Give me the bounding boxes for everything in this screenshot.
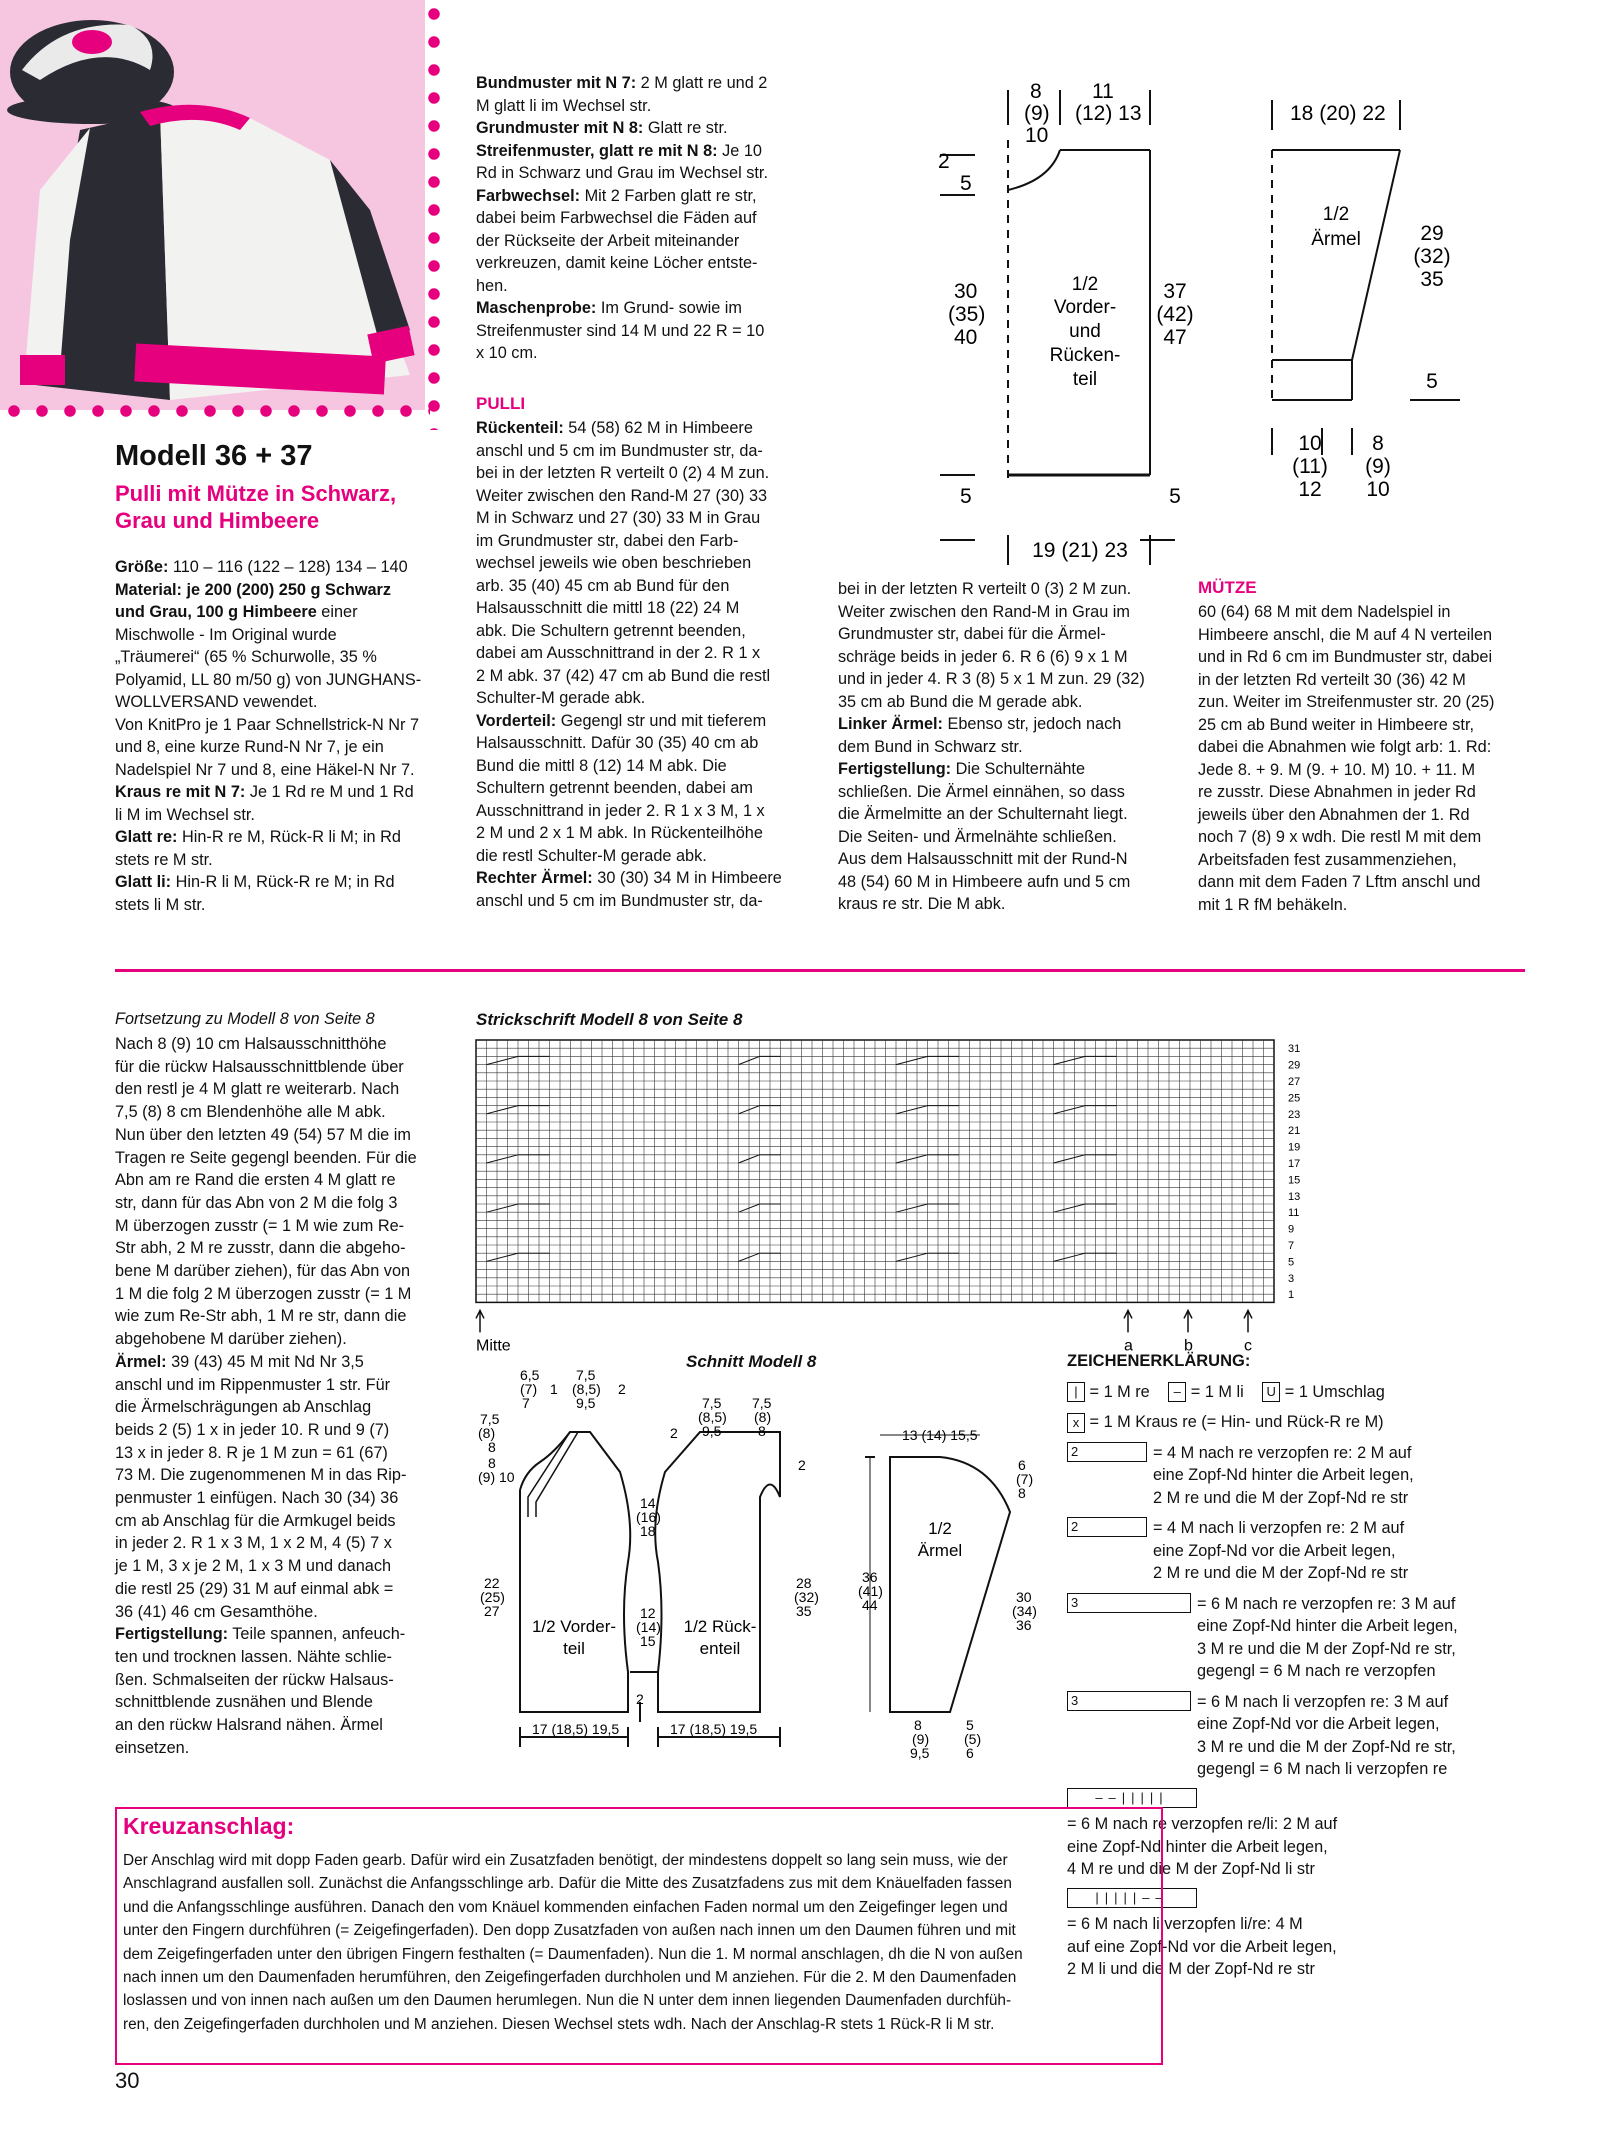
s1-top1-0: 8: [1030, 80, 1042, 103]
text-line: Material: je 200 (200) 250 g Schwarz: [115, 580, 392, 599]
text-line: 35 cm ab Bund die M gerade abk.: [838, 692, 1083, 711]
text-line: stets re M str.: [115, 850, 213, 869]
text-line: Rechter Ärmel: 30 (30) 34 M in Himbeere: [476, 869, 782, 887]
chart-row-label: 9: [1288, 1223, 1295, 1236]
sch-front-0: 1/2 Vorder-: [531, 1617, 617, 1636]
knit-stitch-icon: |: [1067, 1382, 1085, 1402]
s2-center-1: Ärmel: [1311, 229, 1361, 250]
chart-row-label: 23: [1288, 1108, 1301, 1121]
text-line: Fertigstellung: Teile spannen, anfeuch-: [115, 1625, 406, 1644]
chart-row-label: 21: [1288, 1125, 1301, 1138]
chart-row-label: 11: [1288, 1207, 1300, 1220]
text-line: einsetzen.: [115, 1738, 190, 1757]
legend-item-4: = 1 M Kraus re (= Hin- und Rück-R re M): [1089, 1413, 1384, 1431]
text-line: penmuster 1 einfügen. Nach 30 (34) 36: [115, 1489, 399, 1508]
text-line: die restl 25 (29) 31 M auf einmal abk =: [115, 1579, 394, 1598]
text-line: Glatt re: Hin-R re M, Rück-R li M; in Rd: [115, 828, 401, 846]
chart-row-label: 27: [1288, 1076, 1301, 1088]
chart-row-label: 31: [1288, 1043, 1301, 1056]
text-line: dabei die Abnahmen wie folgt arb: 1. Rd:: [1198, 738, 1492, 756]
chart-arrow-label: a: [1124, 1337, 1133, 1355]
text-line: Grundmuster str, dabei für die Ärmel-: [838, 625, 1106, 643]
text-line: 48 (54) 60 M in Himbeere aufn und 5 cm: [838, 872, 1131, 891]
column-2a: [476, 72, 798, 365]
text-line: jeweils über den Abnahmen der 1. Rd: [1198, 805, 1470, 824]
text-line: 73 M. Die zugenommenen M in das Rip-: [115, 1466, 407, 1485]
text-line: und Grau, 100 g Himbeere einer: [115, 603, 358, 621]
sch-75c-1: (8,5): [698, 1409, 727, 1425]
text-line: li M im Wechsel str.: [115, 805, 255, 824]
cable-4-right-icon: 2: [1067, 1442, 1147, 1462]
chart-arrow-label: b: [1184, 1337, 1193, 1355]
sch-65-2: 7: [522, 1395, 530, 1411]
text-line: Streifenmuster sind 14 M und 22 R = 10: [476, 321, 765, 340]
text-line: str, dann für das Abn von 2 M die folg 3: [115, 1193, 398, 1212]
legend-item-2: = 1 M li: [1190, 1382, 1244, 1401]
sch-12-0: 12: [640, 1605, 656, 1621]
text-line: verkreuzen, damit keine Löcher entste-: [476, 254, 758, 272]
text-line: Rückenteil: 54 (58) 62 M in Himbeere: [476, 419, 753, 437]
sch-75d-2: 8: [758, 1423, 766, 1439]
sch-22-2: 27: [484, 1603, 500, 1619]
column-1: [115, 556, 435, 916]
s2-right-0: 29: [1420, 222, 1444, 245]
text-line: mit 1 R fM behäkeln.: [1198, 895, 1348, 914]
text-line: dabei beim Farbwechsel die Fäden auf: [476, 209, 757, 227]
sch-back-0: 1/2 Rück-: [683, 1617, 757, 1636]
text-line: Mischwolle - Im Original wurde: [115, 625, 337, 644]
kreuzanschlag-box: [115, 1807, 1163, 2065]
sch-8b-0: 8: [914, 1717, 922, 1733]
text-line: und in Rd 6 cm im Bundmuster str, dabei: [1198, 648, 1493, 666]
sch-2d: 2: [636, 1691, 644, 1707]
text-line: stets li M str.: [115, 895, 206, 914]
sch-36-1: (41): [858, 1583, 883, 1599]
sch-12-1: (14): [636, 1619, 661, 1635]
legend-item-7: = 6 M nach re verzopfen re: 3 M auf eine Zopf-Nd hinter die Arbeit legen, 3 M re und die M der Zopf-Nd re str, gegengl = 6 M nach re verzopfen: [1197, 1594, 1458, 1680]
s1-center-4: teil: [1072, 369, 1098, 390]
legend-item-6: = 4 M nach li verzopfen re: 2 M auf eine Zopf-Nd vor die Arbeit legen, 2 M re und die M der Zopf-Nd re str: [1153, 1519, 1409, 1582]
sch-75b-0: 7,5: [480, 1411, 500, 1427]
text-line: ßen. Schmalseiten der rückw Halsaus-: [115, 1670, 394, 1689]
text-line: 13 x in jeder 8. R je 1 M zun = 61 (67): [115, 1443, 388, 1462]
text-line: Str abh, 2 M re zusstr, dann die abgeho-: [115, 1239, 406, 1258]
text-line: wechsel jeweils wie oben beschrieben: [476, 554, 752, 572]
s1-right-mid-0: 37: [1163, 280, 1187, 303]
sch-36-2: 44: [862, 1597, 878, 1613]
text-line: Die Seiten- und Ärmelnähte schließen.: [838, 827, 1117, 846]
yarn-over-icon: U: [1262, 1382, 1280, 1402]
text-line: Rd in Schwarz und Grau im Wechsel str.: [476, 164, 768, 182]
sch-5-2: 6: [966, 1745, 974, 1761]
sch-1: 1: [550, 1381, 558, 1397]
sch-6-1: (7): [1016, 1471, 1034, 1487]
s1-left-mid-2: 40: [954, 326, 978, 349]
text-line: 25 cm ab Bund weiter in Himbeere str,: [1198, 715, 1475, 734]
text-line: die restl Schulter-M gerade abk.: [476, 846, 707, 865]
text-line: Nadelspiel Nr 7 und 8, eine Häkel-N Nr 7.: [115, 760, 415, 779]
legend-item-10: = 6 M nach li verzopfen li/re: 4 M auf eine Zopf-Nd vor die Arbeit legen, 2 M li und die M der Zopf-Nd re str: [1067, 1915, 1337, 1978]
column-2b: [476, 417, 798, 912]
text-line: anschl und im Rippenmuster 1 str. Für: [115, 1375, 391, 1394]
cable-4-left-icon: 2: [1067, 1517, 1147, 1537]
text-line: Vorderteil: Gegengl str und mit tieferem: [476, 711, 767, 730]
text-line: im Grundmuster str, dabei den Farb-: [476, 531, 739, 550]
s1-left-mid-0: 30: [954, 280, 978, 303]
sweater-image: [20, 105, 415, 400]
text-line: x 10 cm.: [476, 344, 538, 362]
sch-75c-0: 7,5: [702, 1395, 722, 1411]
sch-22-0: 22: [484, 1575, 500, 1591]
text-line: und 8, eine kurze Rund-N Nr 7, je ein: [115, 738, 384, 756]
text-line: dem Bund in Schwarz str.: [838, 737, 1023, 756]
section-divider: [115, 969, 1525, 972]
sch-36-0: 36: [862, 1569, 878, 1585]
s2-right-1: (32): [1413, 245, 1451, 268]
s2-top: 18 (20) 22: [1290, 102, 1386, 125]
legend-item-8: = 6 M nach li verzopfen re: 3 M auf eine Zopf-Nd vor die Arbeit legen, 3 M re und die M der Zopf-Nd re str, gegengl = 6 M nach li verzopfen re: [1197, 1692, 1456, 1778]
text-line: Streifenmuster, glatt re mit N 8: Je 10: [476, 141, 762, 160]
s1-center-2: und: [1069, 321, 1101, 342]
text-line: für die rückw Halsausschnittblende über: [115, 1057, 404, 1076]
sch-back-1: enteil: [699, 1639, 741, 1658]
s2-bottom2-0: 8: [1372, 432, 1384, 455]
sch-28-0: 28: [796, 1575, 812, 1591]
text-line: 2 M und 2 x 1 M abk. In Rückenteilhöhe: [476, 824, 763, 842]
chart-row-label: 25: [1288, 1092, 1301, 1105]
column-4: [1198, 601, 1520, 916]
text-line: arb. 35 (40) 45 cm ab Bund für den: [476, 576, 730, 595]
page-title: Modell 36 + 37: [115, 440, 313, 472]
legend-item-9: = 6 M nach re verzopfen re/li: 2 M auf eine Zopf-Nd hinter die Arbeit legen, 4 M re und die M der Zopf-Nd li str: [1067, 1815, 1338, 1878]
text-line: die Ärmelschrägungen ab Anschlag: [115, 1398, 372, 1417]
chart-row-label: 3: [1288, 1272, 1295, 1285]
schnitt-title: Schnitt Modell 8: [686, 1352, 817, 1371]
s1-left-top2: 5: [960, 172, 972, 195]
s1-left-mid-1: (35): [948, 303, 986, 326]
s1-center-0: 1/2: [1071, 274, 1099, 295]
sch-75b-2: 8: [488, 1439, 496, 1455]
sch-14-1: (16): [636, 1509, 661, 1525]
s1-left-top: 2: [938, 150, 950, 173]
sch-2c: 2: [798, 1457, 806, 1473]
sch-5-0: 5: [966, 1717, 974, 1733]
text-line: Schulter-M gerade abk.: [476, 689, 646, 707]
sch-8b-2: 9,5: [910, 1745, 930, 1761]
text-line: schnittblende zusnähen und Blende: [115, 1693, 373, 1712]
sch-75a-2: 9,5: [576, 1395, 596, 1411]
page-number: 30: [115, 2068, 140, 2093]
text-line: Ausschnittrand in jeder 2. R 1 x 3 M, 1 x: [476, 801, 765, 820]
text-line: dann mit dem Faden 7 Lftm anschl und: [1198, 873, 1481, 891]
s2-bottom2-1: (9): [1365, 455, 1391, 478]
schematic-sleeve: [1260, 90, 1490, 510]
text-line: beids 2 (5) 1 x in jeder 10. R und 9 (7): [115, 1420, 390, 1439]
text-line: Ärmel: 39 (43) 45 M mit Nd Nr 3,5: [115, 1352, 364, 1371]
text-line: M überzogen zusstr (= 1 M wie zum Re-: [115, 1216, 405, 1235]
text-line: an den rückw Halsrand nähen. Ärmel: [115, 1716, 383, 1735]
text-line: dabei am Ausschnittrand in der 2. R 1 x: [476, 644, 761, 662]
text-line: noch 7 (8) 9 x wdh. Die restl M mit dem: [1198, 828, 1482, 846]
sch-14-0: 14: [640, 1495, 656, 1511]
sch-17a: 17 (18,5) 19,5: [532, 1721, 620, 1737]
s2-bottom1-0: 10: [1298, 432, 1322, 455]
sch-front-1: teil: [563, 1639, 585, 1658]
continued-text: [115, 1033, 435, 1760]
sch-75b-1: (8): [478, 1425, 496, 1441]
dot-border-vertical: [427, 0, 441, 430]
sch-2a: 2: [618, 1381, 626, 1397]
chart-title: Strickschrift Modell 8 von Seite 8: [476, 1010, 743, 1029]
text-line: bei in der letzten R verteilt 0 (3) 2 M zun.: [838, 580, 1132, 598]
text-line: 7,5 (8) 8 cm Blendenhöhe alle M abk.: [115, 1103, 386, 1122]
text-line: Maschenprobe: Im Grund- sowie im: [476, 299, 742, 317]
text-line: kraus re str. Die M abk.: [838, 895, 1006, 913]
text-line: Halsausschnitt die mittl 18 (22) 24 M: [476, 599, 740, 617]
text-line: hen.: [476, 276, 508, 295]
sch-65-1: (7): [520, 1381, 538, 1397]
text-line: Arbeitsfaden fest zusammenziehen,: [1198, 850, 1457, 869]
text-line: WOLLVERSAND vewendet.: [115, 693, 318, 711]
sch-8-0: 8: [488, 1455, 496, 1471]
sch-14-2: 18: [640, 1523, 656, 1539]
s1-top1-2: 10: [1025, 124, 1049, 147]
chart-row-label: 19: [1288, 1141, 1301, 1154]
text-line: 60 (64) 68 M mit dem Nadelspiel in: [1198, 603, 1451, 621]
text-line: in jeder 2. R 1 x 3 M, 1 x 2 M, 4 (5) 7 x: [115, 1534, 392, 1553]
chart-row-label: 15: [1288, 1174, 1301, 1187]
text-line: M in Schwarz und 27 (30) 33 M in Grau: [476, 509, 761, 527]
text-line: Abn am re Rand die ersten 4 M glatt re: [115, 1171, 396, 1190]
text-line: und in jeder 4. R 3 (8) 5 x 1 M zun. 29 (32): [838, 670, 1145, 688]
chart-row-label: 1: [1288, 1289, 1295, 1302]
text-line: Nun über den letzten 49 (54) 57 M die im: [115, 1125, 411, 1144]
sch-75d-1: (8): [754, 1409, 772, 1425]
chart-row-label: 7: [1288, 1240, 1295, 1252]
garter-stitch-icon: x: [1067, 1413, 1085, 1433]
cable-6-right-icon: 3: [1067, 1593, 1191, 1613]
s1-top1-1: (9): [1024, 102, 1050, 125]
purl-stitch-icon: –: [1168, 1382, 1186, 1402]
text-line: schließen. Die Ärmel einnähen, so dass: [838, 782, 1125, 801]
text-line: je 1 M, 3 x je 2 M, 1 x 3 M und danach: [115, 1557, 392, 1576]
cable-6-left-purl-icon: |||||––: [1067, 1888, 1197, 1908]
text-line: Größe: 110 – 116 (122 – 128) 134 – 140: [115, 558, 408, 576]
text-line: Schultern getrennt beenden, dabei am: [476, 779, 753, 797]
text-line: Weiter zwischen den Rand-M in Grau im: [838, 602, 1130, 621]
sch-sleeve-1: Ärmel: [917, 1541, 963, 1560]
sch-30-0: 30: [1016, 1589, 1032, 1605]
text-line: in der letzten Rd verteilt 30 (36) 42 M: [1198, 670, 1466, 689]
text-line: Farbwechsel: Mit 2 Farben glatt re str,: [476, 186, 757, 205]
text-line: „Träumerei“ (65 % Schurwolle, 35 %: [115, 648, 377, 666]
text-line: die Ärmelmitte an der Schulternaht liegt.: [838, 805, 1128, 823]
pulli-heading: PULLI: [476, 394, 526, 413]
muetze-heading: MÜTZE: [1198, 578, 1257, 597]
text-line: Von KnitPro je 1 Paar Schnellstrick-N Nr 7: [115, 715, 420, 734]
s1-right-bottom: 5: [1169, 485, 1181, 508]
sch-28-2: 35: [796, 1603, 812, 1619]
sch-2b: 2: [670, 1425, 678, 1441]
legend-title: ZEICHENERKLÄRUNG:: [1067, 1352, 1251, 1370]
s1-top2-0: 11: [1092, 80, 1114, 103]
product-photo: [0, 0, 425, 405]
s2-center-0: 1/2: [1322, 204, 1350, 225]
schnitt-diagram: [470, 1367, 1050, 1762]
text-line: 2 M abk. 37 (42) 47 cm ab Bund die restl: [476, 666, 771, 685]
chart-row-label: 13: [1288, 1190, 1301, 1203]
chart-row-label: 5: [1288, 1256, 1295, 1269]
cable-6-right-purl-icon: ––|||||: [1067, 1788, 1197, 1808]
legend-item-1: = 1 M re: [1089, 1382, 1150, 1401]
chart-arrow-label: Mitte: [476, 1337, 511, 1355]
sch-75a-1: (8,5): [572, 1381, 601, 1397]
sch-28-1: (32): [794, 1589, 819, 1605]
text-line: Aus dem Halsausschnitt mit der Rund-N: [838, 850, 1128, 868]
s1-left-bottom: 5: [960, 485, 972, 508]
text-line: Polyamid, LL 80 m/50 g) von JUNGHANS-: [115, 670, 422, 689]
sch-30-2: 36: [1016, 1617, 1032, 1633]
sch-75c-2: 9,5: [702, 1423, 722, 1439]
column-3: [838, 578, 1160, 916]
text-line: bei in der letzten R verteilt 0 (2) 4 M zun.: [476, 464, 770, 482]
text-line: M glatt li im Wechsel str.: [476, 96, 652, 115]
chart-row-label: 29: [1288, 1059, 1301, 1072]
s2-bottom2-2: 10: [1366, 478, 1390, 501]
knitting-chart: [476, 1040, 1526, 1360]
continued-heading: Fortsetzung zu Modell 8 von Seite 8: [115, 1010, 375, 1028]
cable-6-left-icon: 3: [1067, 1691, 1191, 1711]
text-line: 36 (41) 46 cm Gesamthöhe.: [115, 1602, 318, 1621]
text-line: der Rückseite der Arbeit miteinander: [476, 231, 740, 250]
s2-bottom1-2: 12: [1298, 478, 1322, 501]
text-line: Halsausschnitt. Dafür 30 (35) 40 cm ab: [476, 734, 759, 752]
legend-item-5: = 4 M nach re verzopfen re: 2 M auf eine Zopf-Nd hinter die Arbeit legen, 2 M re und die M der Zopf-Nd re str: [1153, 1443, 1414, 1507]
text-line: Jede 8. + 9. M (9. + 10. M) 10. + 11. M: [1198, 760, 1476, 779]
sch-8b-1: (9): [912, 1731, 930, 1747]
s1-right-mid-1: (42): [1156, 303, 1194, 326]
text-line: 1 M die folg 2 M überzogen zusstr (= 1 M: [115, 1284, 412, 1303]
text-line: anschl und 5 cm im Bundmuster str, da-: [476, 441, 763, 460]
s1-right-mid-2: 47: [1163, 326, 1187, 349]
text-line: Tragen re Seite gegengl beenden. Für die: [115, 1148, 417, 1167]
text-line: Weiter zwischen den Rand-M 27 (30) 33: [476, 486, 768, 505]
sch-12-2: 15: [640, 1633, 656, 1649]
chart-row-label: 17: [1288, 1158, 1301, 1170]
text-line: schräge beids in jeder 6. R 6 (6) 9 x 1 M: [838, 647, 1128, 666]
sch-8-1: (9) 10: [478, 1469, 515, 1485]
text-line: abk. Die Schultern getrennt beenden,: [476, 621, 746, 640]
schematic-body: [920, 70, 1194, 570]
sch-30-1: (34): [1012, 1603, 1037, 1619]
text-line: Grundmuster mit N 8: Glatt re str.: [476, 119, 728, 137]
sch-75d-0: 7,5: [752, 1395, 772, 1411]
text-line: Kraus re mit N 7: Je 1 Rd re M und 1 Rd: [115, 783, 414, 801]
text-line: anschl und 5 cm im Bundmuster str, da-: [476, 891, 763, 910]
chart-arrow-label: c: [1244, 1337, 1252, 1355]
text-line: zun. Weiter im Streifenmuster str. 20 (25): [1198, 693, 1495, 711]
s1-center-1: Vorder-: [1053, 297, 1117, 318]
s2-right-bottom: 5: [1426, 370, 1438, 393]
kreuzanschlag-title: Kreuzanschlag:: [123, 1813, 295, 1839]
text-line: Fertigstellung: Die Schulternähte: [838, 760, 1086, 778]
sch-75a-0: 7,5: [576, 1367, 596, 1383]
text-line: abgehobene M darüber ziehen).: [115, 1330, 347, 1349]
text-line: Glatt li: Hin-R li M, Rück-R re M; in Rd: [115, 873, 395, 891]
text-line: Himbeere anschl, die M auf 4 N verteilen: [1198, 625, 1493, 644]
s2-right-2: 35: [1420, 268, 1444, 291]
sch-17b: 17 (18,5) 19,5: [670, 1721, 758, 1737]
sch-sleeve-0: 1/2: [928, 1519, 952, 1538]
s1-center-3: Rücken-: [1049, 345, 1121, 366]
sch-6-2: 8: [1018, 1485, 1026, 1501]
text-line: den restl je 4 M glatt re weiterarb. Nach: [115, 1080, 400, 1099]
text-line: Bund die mittl 8 (12) 14 M abk. Die: [476, 756, 727, 775]
text-line: Nach 8 (9) 10 cm Halsausschnitthöhe: [115, 1035, 387, 1053]
text-line: ten und trocknen lassen. Nähte schlie-: [115, 1647, 392, 1666]
text-line: re zusstr. Diese Abnahmen in jeder Rd: [1198, 783, 1476, 801]
text-line: cm ab Anschlag für die Armkugel beids: [115, 1511, 396, 1530]
s2-bottom1-1: (11): [1292, 455, 1328, 478]
text-line: Bundmuster mit N 7: 2 M glatt re und 2: [476, 74, 768, 92]
s1-top2-1: (12) 13: [1075, 102, 1142, 125]
sch-6-0: 6: [1018, 1457, 1026, 1473]
kreuzanschlag-text: Der Anschlag wird mit dopp Faden gearb. Dafür wird ein Zusatzfaden benötigt, der mindestens doppelt so lang sein muss, wie der Anschlagrand ausfallen soll. Zunächst die Anfangsschlinge arb. Dafür die Mitte des Zusatzfadens zus mit dem Knäuelfaden fassen und die Anfangsschlinge ausführen. Danach den vom Knäuel kommenden einfachen Faden normal um den Zeigefinger legen und unter den Fingern durchführen (= Zeigefingerfaden). Den dopp Zusatzfaden von außen nach innen um den Daumen führen und mit dem Zeigefingerfaden unter den übrigen Fingern festhalten (= Daumenfaden). Nun die 1. M normal anschlagen, dh die N von außen nach innen um den Daumenfaden herumführen, den Zeigefingerfaden durchholen und M anziehen. Für die 2. M den Daumenfaden loslassen und von innen nach außen um den Daumen herumlegen. Nun die N unter dem innen liegenden Daumenfaden durchfüh- ren, den Zeigefingerfaden durchholen und M anziehen. Diesen Wechsel stets wdh. Nach der Anschlag-R stets 1 Rück-R li M str.: [123, 1852, 1023, 2033]
page-subtitle: Pulli mit Mütze in Schwarz, Grau und Himbeere: [115, 481, 397, 533]
s1-bottom: 19 (21) 23: [1032, 539, 1128, 562]
text-line: Linker Ärmel: Ebenso str, jedoch nach: [838, 715, 1122, 733]
sch-13: 13 (14) 15,5: [902, 1427, 978, 1443]
text-line: wie zum Re-Str abh, 1 M re str, dann die: [115, 1307, 407, 1326]
sch-65-0: 6,5: [520, 1367, 540, 1383]
sch-22-1: (25): [480, 1589, 505, 1605]
sch-5-1: (5): [964, 1731, 982, 1747]
text-line: bene M darüber ziehen), für das Abn von: [115, 1262, 411, 1281]
legend-item-3: = 1 Umschlag: [1284, 1382, 1385, 1401]
dot-border-horizontal: [0, 404, 430, 418]
